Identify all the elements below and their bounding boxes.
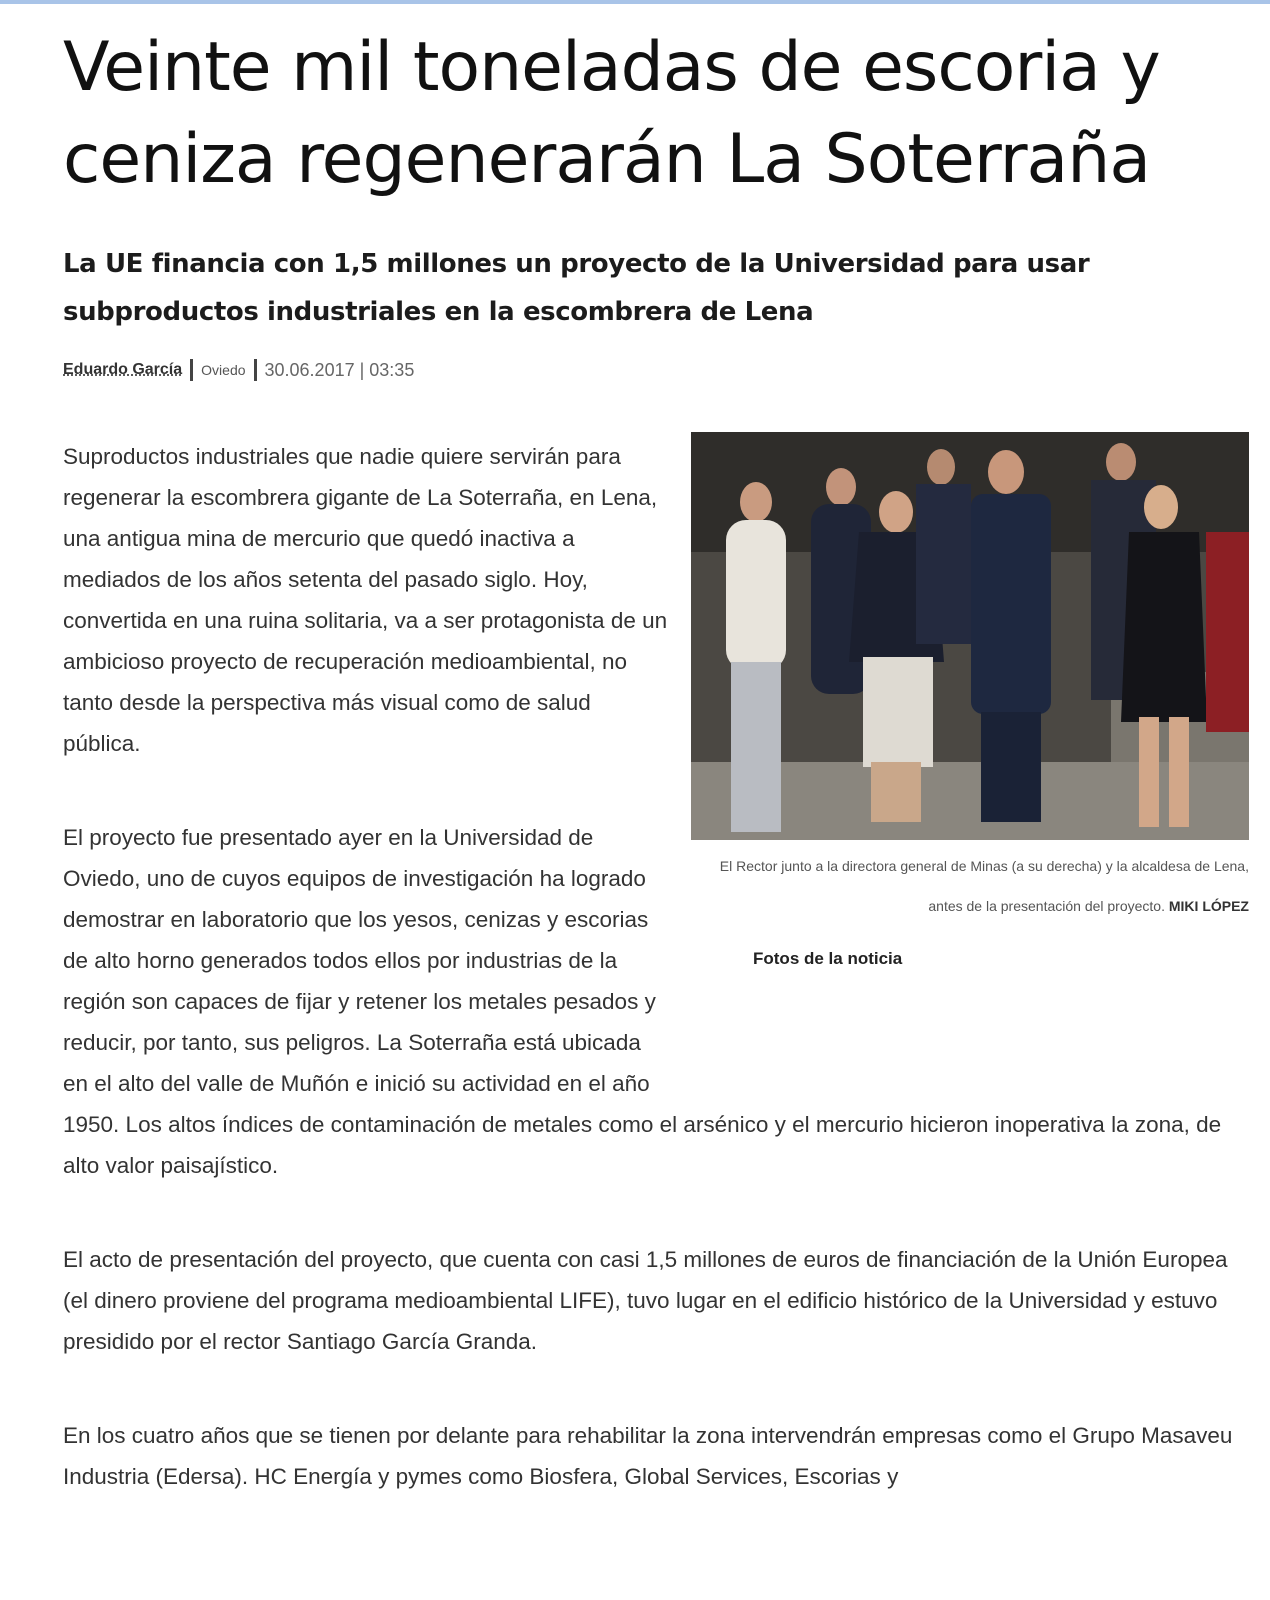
subtitle: La UE financia con 1,5 millones un proyecto de la Universidad para usar subproductos industriales en la escombrera de Lena — [63, 249, 1090, 327]
author-link[interactable]: Eduardo García — [63, 361, 183, 378]
paragraph: En los cuatro años que se tienen por delante para rehabilitar la zona intervendrán empresas como el Grupo Masaveu Industria (Edersa). HC Energía y pymes como Biosfera, Global Services, Escorias y — [63, 1423, 1233, 1489]
paragraph: El proyecto fue presentado ayer en la Universidad de Oviedo, uno de cuyos equipos de investigación ha logrado demostrar en laboratorio que los yesos, cenizas y escorias de alto horno generados todos ellos por industrias de la región son capaces de fijar y retener los metales pesados y reducir, por tanto, sus peligros. La Soterraña está ubicada en el alto del valle de Muñón e inició su actividad en el año 1950. Los altos índices de contaminación de metales como el arsénico y el mercurio hicieron inoperativa la zona, de alto valor paisajístico. — [63, 825, 1222, 1178]
photo-credit: MIKI LÓPEZ — [1168, 898, 1249, 914]
top-border — [0, 0, 1270, 4]
photo-illustration — [691, 432, 1249, 840]
caption-text: El Rector junto a la directora general de Minas (a su derecha) y la alcaldesa de Lena, antes de la presentación del proyecto. — [719, 858, 1249, 914]
photo-caption — [691, 846, 1249, 926]
photos-gallery-link[interactable]: Fotos de la noticia — [753, 949, 903, 968]
location: Oviedo — [201, 362, 246, 378]
byline — [63, 358, 414, 382]
paragraph: El acto de presentación del proyecto, que cuenta con casi 1,5 millones de euros de financiación de la Unión Europea (el dinero proviene del programa medioambiental LIFE), tuvo lugar en el edificio histórico de la Universidad y estuvo presidido por el rector Santiago García Granda. — [63, 1247, 1228, 1354]
article-figure — [681, 436, 1249, 1066]
publish-datetime: 30.06.2017 | 03:35 — [264, 359, 415, 380]
headline: Veinte mil toneladas de escoria y ceniza regenerarán La Soterraña — [63, 28, 1160, 199]
news-photo[interactable] — [691, 432, 1249, 840]
byline-divider — [254, 359, 257, 381]
paragraph: Suproductos industriales que nadie quiere servirán para regenerar la escombrera gigante de La Soterraña, en Lena, una antigua mina de mercurio que quedó inactiva a mediados de los años setenta del pasado siglo. Hoy, convertida en una ruina solitaria, va a ser protagonista de un ambicioso proyecto de recuperación medioambiental, no tanto desde la perspectiva más visual como de salud pública. — [63, 444, 668, 756]
byline-divider — [190, 359, 193, 381]
article-body — [63, 436, 1249, 1550]
